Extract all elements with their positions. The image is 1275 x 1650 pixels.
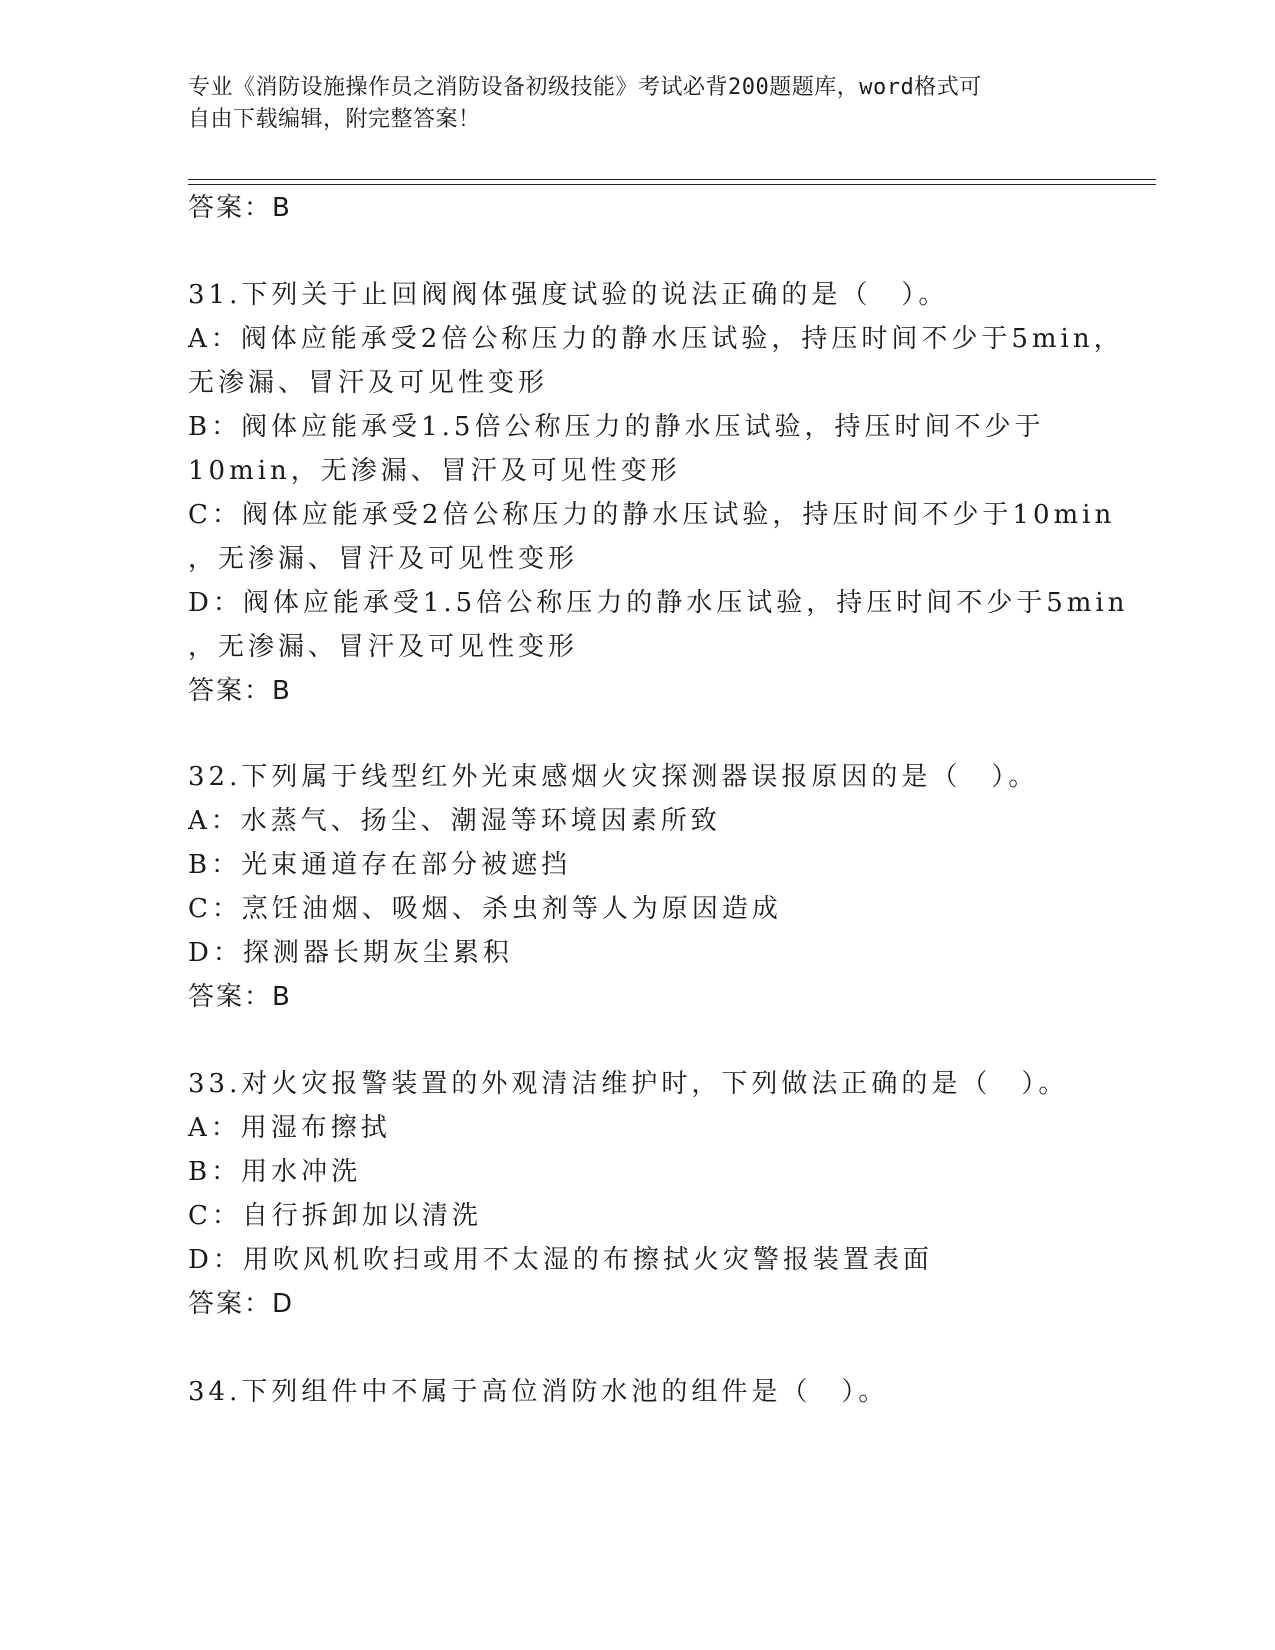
question-32-option-a: A：水蒸气、扬尘、潮湿等环境因素所致 (188, 806, 721, 836)
question-33-stem: 33.对火灾报警装置的外观清洁维护时，下列做法正确的是（ ）。 (188, 1069, 1069, 1099)
question-33-option-d: D：用吹风机吹扫或用不太湿的布擦拭火灾警报装置表面 (188, 1245, 933, 1275)
question-31-option-c-line2: ，无渗漏、冒汗及可见性变形 (188, 544, 579, 574)
question-32-option-c: C：烹饪油烟、吸烟、杀虫剂等人为原因造成 (188, 894, 782, 924)
question-33-option-a: A：用湿布擦拭 (188, 1113, 391, 1143)
header-divider-bottom (188, 184, 1156, 185)
question-33-option-b: B：用水冲洗 (188, 1157, 362, 1187)
question-31-option-d-line1: D：阀体应能承受1.5倍公称压力的静水压试验，持压时间不少于5min (188, 588, 1129, 618)
question-32-option-b: B：光束通道存在部分被遮挡 (188, 850, 572, 880)
header-line-1: 专业《消防设施操作员之消防设备初级技能》考试必背200题题库，word格式可 (188, 75, 982, 100)
question-31-option-d-line2: ，无渗漏、冒汗及可见性变形 (188, 632, 579, 662)
question-32-answer: 答案：B (188, 982, 292, 1012)
previous-answer: 答案：B (188, 193, 292, 223)
question-33-answer: 答案：D (188, 1289, 295, 1319)
question-32-stem: 32.下列属于线型红外光束感烟火灾探测器误报原因的是（ ）。 (188, 762, 1039, 792)
question-31-option-b-line2: 10min，无渗漏、冒汗及可见性变形 (188, 456, 681, 486)
question-31-option-a-line2: 无渗漏、冒汗及可见性变形 (188, 368, 549, 398)
question-33-option-c: C：自行拆卸加以清洗 (188, 1201, 482, 1231)
question-31-option-c-line1: C：阀体应能承受2倍公称压力的静水压试验，持压时间不少于10min (188, 500, 1116, 530)
question-31-answer: 答案：B (188, 676, 292, 706)
question-32-option-d: D：探测器长期灰尘累积 (188, 938, 513, 968)
question-31-stem: 31.下列关于止回阀阀体强度试验的说法正确的是（ ）。 (188, 280, 949, 310)
document-header (188, 72, 1068, 136)
question-31-option-b-line1: B：阀体应能承受1.5倍公称压力的静水压试验，持压时间不少于 (188, 412, 1045, 442)
question-31-option-a-line1: A：阀体应能承受2倍公称压力的静水压试验，持压时间不少于5min， (188, 324, 1124, 354)
question-34-stem: 34.下列组件中不属于高位消防水池的组件是（ ）。 (188, 1377, 889, 1407)
header-divider-top (188, 179, 1156, 180)
header-line-2: 自由下载编辑，附完整答案！ (188, 107, 481, 132)
